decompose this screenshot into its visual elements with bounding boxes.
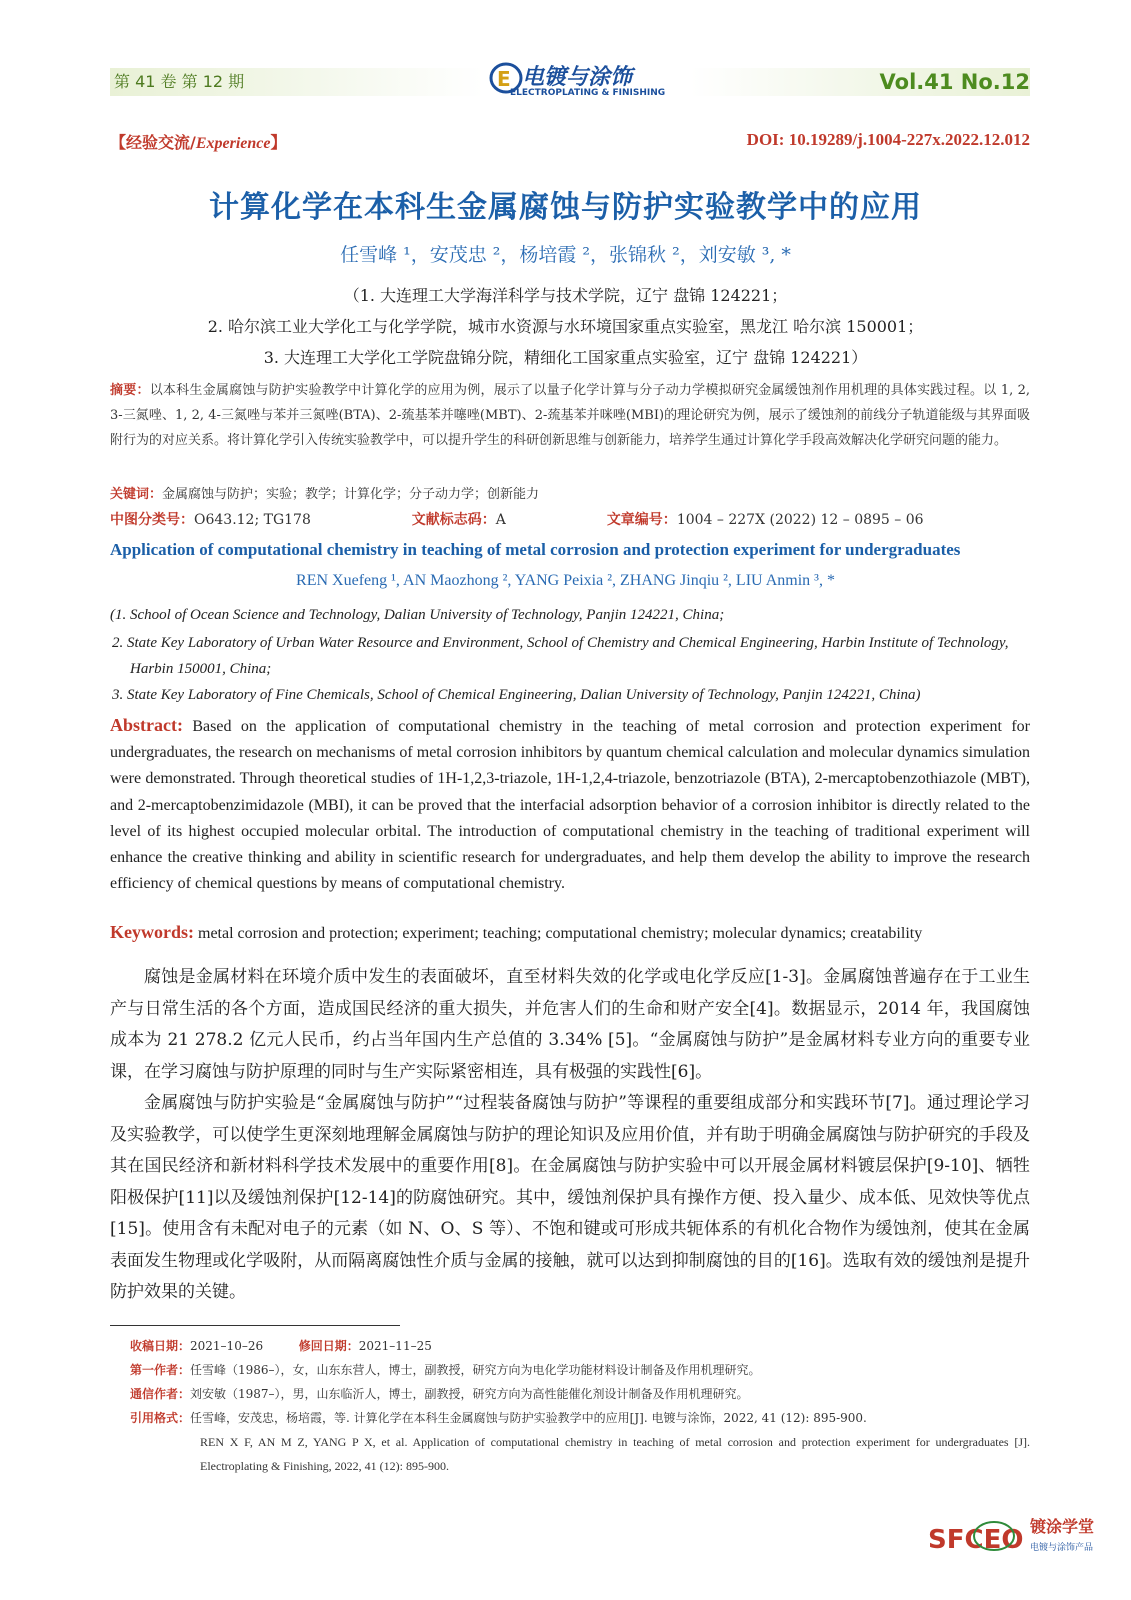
abstract-en-text: Based on the application of computational chemistry in the teaching of metal corrosion and protection experiment for undergraduates, the research on mechanisms of metal corrosion inhibitors by quantum chemical calculation and molecular dynamics simulation were demonstrated. Through theoretical studies of 1H-1,2,3-triazole, 1H-1,2,4-triazole, benzotriazole (BTA), 2-mercaptobenzothiazole (MBT), and 2-mercaptobenzimidazole (MBI), it can be proved that the interfacial adsorption behavior of a corrosion inhibitor is directly related to the level of its highest occupied molecular orbital. The introduction of computational chemistry in the teaching of traditional experiment will enhance the creative thinking and ability in scientific research for undergraduates, and help them develop the ability to improve the research efficiency of chemical questions by means of computational chemistry. xyxy=(110,718,1031,893)
abstract-cn-text: 以本科生金属腐蚀与防护实验教学中计算化学的应用为例，展示了以量子化学计算与分子动力学模拟研究金属缓蚀剂作用机理的具体实践过程。以 1, 2, 3-三氮唑、1, 2, 4-三氮唑与苯并三氮唑(BTA)、2-巯基苯并噻唑(MBT)、2-巯基苯并咪唑(MBI)的理论研究为例，展示了缓蚀剂的前线分子轨道能级与其界面吸附行为的对应关系。将计算化学引入传统实验教学中，可以提升学生的科研创新思维与创新能力，培养学生通过计算化学手段高效解决化学研究问题的能力。 xyxy=(110,383,1030,448)
journal-name-cn: 电镀与涂饰 xyxy=(522,64,633,90)
affiliation-cn-3: 3. 大连理工大学化工学院盘锦分院，精细化工国家重点实验室，辽宁 盘锦 124221） xyxy=(263,348,868,367)
abstract-en-label: Abstract: xyxy=(110,715,183,735)
section-label xyxy=(110,130,287,153)
keywords-en-text: metal corrosion and protection; experiment; teaching; computational chemistry; molecular dynamics; creatability xyxy=(198,925,923,942)
first-author-text: 任雪峰（1986–），女，山东东营人，博士，副教授，研究方向为电化学功能材料设计制备及作用机理研究。 xyxy=(190,1363,761,1377)
paper-title-cn: 计算化学在本科生金属腐蚀与防护实验教学中的应用 xyxy=(209,190,922,225)
abstract-cn-label: 摘要： xyxy=(110,383,150,398)
footnote-corresponding xyxy=(130,1382,1030,1406)
citation-label: 引用格式： xyxy=(130,1411,191,1425)
article-no-value: 1004 – 227X (2022) 12 – 0895 – 06 xyxy=(676,512,924,528)
keywords-cn-label: 关键词： xyxy=(110,487,163,502)
authors-en: REN Xuefeng ¹, AN Maozhong ², YANG Peixia ², ZHANG Jinqiu ², LIU Anmin ³, * xyxy=(296,572,835,589)
abstract-en xyxy=(110,712,1030,897)
footnote-first-author xyxy=(130,1358,1030,1382)
keywords-cn-text: 金属腐蚀与防护；实验；教学；计算化学；分子动力学；创新能力 xyxy=(162,487,540,502)
journal-name-en: ELECTROPLATING & FINISHING xyxy=(510,88,666,98)
section-label-close: 】 xyxy=(270,133,287,152)
keywords-cn xyxy=(110,482,1030,507)
section-label-cn: 【经验交流/ xyxy=(110,133,196,152)
affiliation-en-1: (1. School of Ocean Science and Technology, Dalian University of Technology, Panjin 124221, China; xyxy=(110,607,725,623)
doc-code-value: A xyxy=(495,512,506,528)
citation-cn-text: 任雪峰，安茂忠，杨培霞，等. 计算化学在本科生金属腐蚀与防护实验教学中的应用[J]. 电镀与涂饰，2022, 41 (12): 895-900. xyxy=(190,1411,867,1425)
header-volume-en: Vol.41 No.12 xyxy=(690,68,1030,96)
footnote-citation-en: REN X F, AN M Z, YANG P X, et al. Application of computational chemistry in teaching of metal corrosion and protection experiment for undergraduates [J]. Electroplating & Finishing, 2022, 41 (12): 895-900. xyxy=(200,1435,1030,1473)
watermark-sub-cn: 电镀与涂饰产品 xyxy=(1030,1543,1094,1553)
abstract-cn xyxy=(110,378,1030,453)
clc-label: 中图分类号： xyxy=(110,512,194,528)
body-text-cn xyxy=(110,962,1030,1309)
doc-code-label: 文献标志码： xyxy=(411,512,496,528)
body-paragraph-2: 金属腐蚀与防护实验是“金属腐蚀与防护”“过程装备腐蚀与防护”等课程的重要组成部分和实践环节[7]。通过理论学习及实验教学，可以使学生更深刻地理解金属腐蚀与防护的理论知识及应用价值，并有助于明确金属腐蚀与防护研究的手段及其在国民经济和新材料科学技术发展中的重要作用[8]。在金属腐蚀与防护实验中可以开展金属材料镀层保护[9-10]、牺牲阳极保护[11]以及缓蚀剂保护[12-14]的防腐蚀研究。其中，缓蚀剂保护具有操作方便、投入量少、成本低、见效快等优点[15]。使用含有未配对电子的元素（如 N、O、S 等）、不饱和键或可形成共轭体系的有机化合物作为缓蚀剂，使其在金属表面发生物理或化学吸附，从而隔离腐蚀性介质与金属的接触，就可以达到抑制腐蚀的目的[16]。选取有效的缓蚀剂是提升防护效果的关键。 xyxy=(110,1093,1030,1302)
sfceo-logo-icon xyxy=(924,1512,1034,1562)
first-author-label: 第一作者： xyxy=(130,1363,191,1377)
affiliation-en-3: 3. State Key Laboratory of Fine Chemicals, School of Chemical Engineering, Dalian University of Technology, Panjin 124221, China) xyxy=(112,687,921,703)
revised-date: 2021–11–25 xyxy=(358,1339,432,1353)
received-label: 收稿日期： xyxy=(130,1339,191,1353)
corresponding-label: 通信作者： xyxy=(130,1387,191,1401)
footnote-divider xyxy=(110,1325,400,1326)
received-date: 2021–10–26 xyxy=(190,1339,264,1353)
affiliation-cn-1: （1. 大连理工大学海洋科学与技术学院，辽宁 盘锦 124221； xyxy=(343,286,788,305)
affiliation-cn-2: 2. 哈尔滨工业大学化工与化学学院，城市水资源与水环境国家重点实验室，黑龙江 哈尔滨 150001； xyxy=(207,317,924,336)
corresponding-text: 刘安敏（1987–），男，山东临沂人，博士，副教授，研究方向为高性能催化剂设计制备及作用机理研究。 xyxy=(190,1387,749,1401)
sfceo-brand-text: SFCEO xyxy=(928,1525,1024,1555)
authors-cn: 任雪峰 ¹，安茂忠 ²，杨培霞 ²，张锦秋 ²，刘安敏 ³, * xyxy=(340,244,791,266)
keywords-en-label: Keywords: xyxy=(110,922,194,942)
body-paragraph-1: 腐蚀是金属材料在环境介质中发生的表面破坏，直至材料失效的化学或电化学反应[1-3]。金属腐蚀普遍存在于工业生产与日常生活的各个方面，造成国民经济的重大损失，并危害人们的生命和财产安全[4]。数据显示，2014 年，我国腐蚀成本为 21 278.2 亿元人民币，约占当年国内生产总值的 3.34% [5]。“金属腐蚀与防护”是金属材料专业方向的重要专业课，在学习腐蚀与防护原理的同时与生产实际紧密相连，具有极强的实践性[6]。 xyxy=(110,967,1030,1082)
keywords-en xyxy=(110,922,1030,943)
section-label-en: Experience xyxy=(195,135,271,152)
footnote-citation-cn xyxy=(130,1406,1030,1430)
revised-label: 修回日期： xyxy=(298,1339,359,1353)
paper-title-en: Application of computational chemistry in teaching of metal corrosion and protection experiment for undergraduates xyxy=(110,540,961,559)
clc-value: O643.12; TG178 xyxy=(194,512,311,528)
doi[interactable]: DOI: 10.19289/j.1004-227x.2022.12.012 xyxy=(746,130,1030,149)
classification-line xyxy=(110,509,924,529)
affiliation-en-2: 2. State Key Laboratory of Urban Water Resource and Environment, School of Chemistry and Chemical Engineering, Harbin Institute of Technology, Harbin 150001, China; xyxy=(112,635,1009,677)
watermark-name-cn: 镀涂学堂 xyxy=(1030,1517,1095,1536)
footnote-dates xyxy=(130,1334,1030,1358)
svg-text:E: E xyxy=(497,67,511,91)
article-no-label: 文章编号： xyxy=(606,512,677,528)
header-volume-cn: 第 41 卷 第 12 期 xyxy=(110,68,484,96)
